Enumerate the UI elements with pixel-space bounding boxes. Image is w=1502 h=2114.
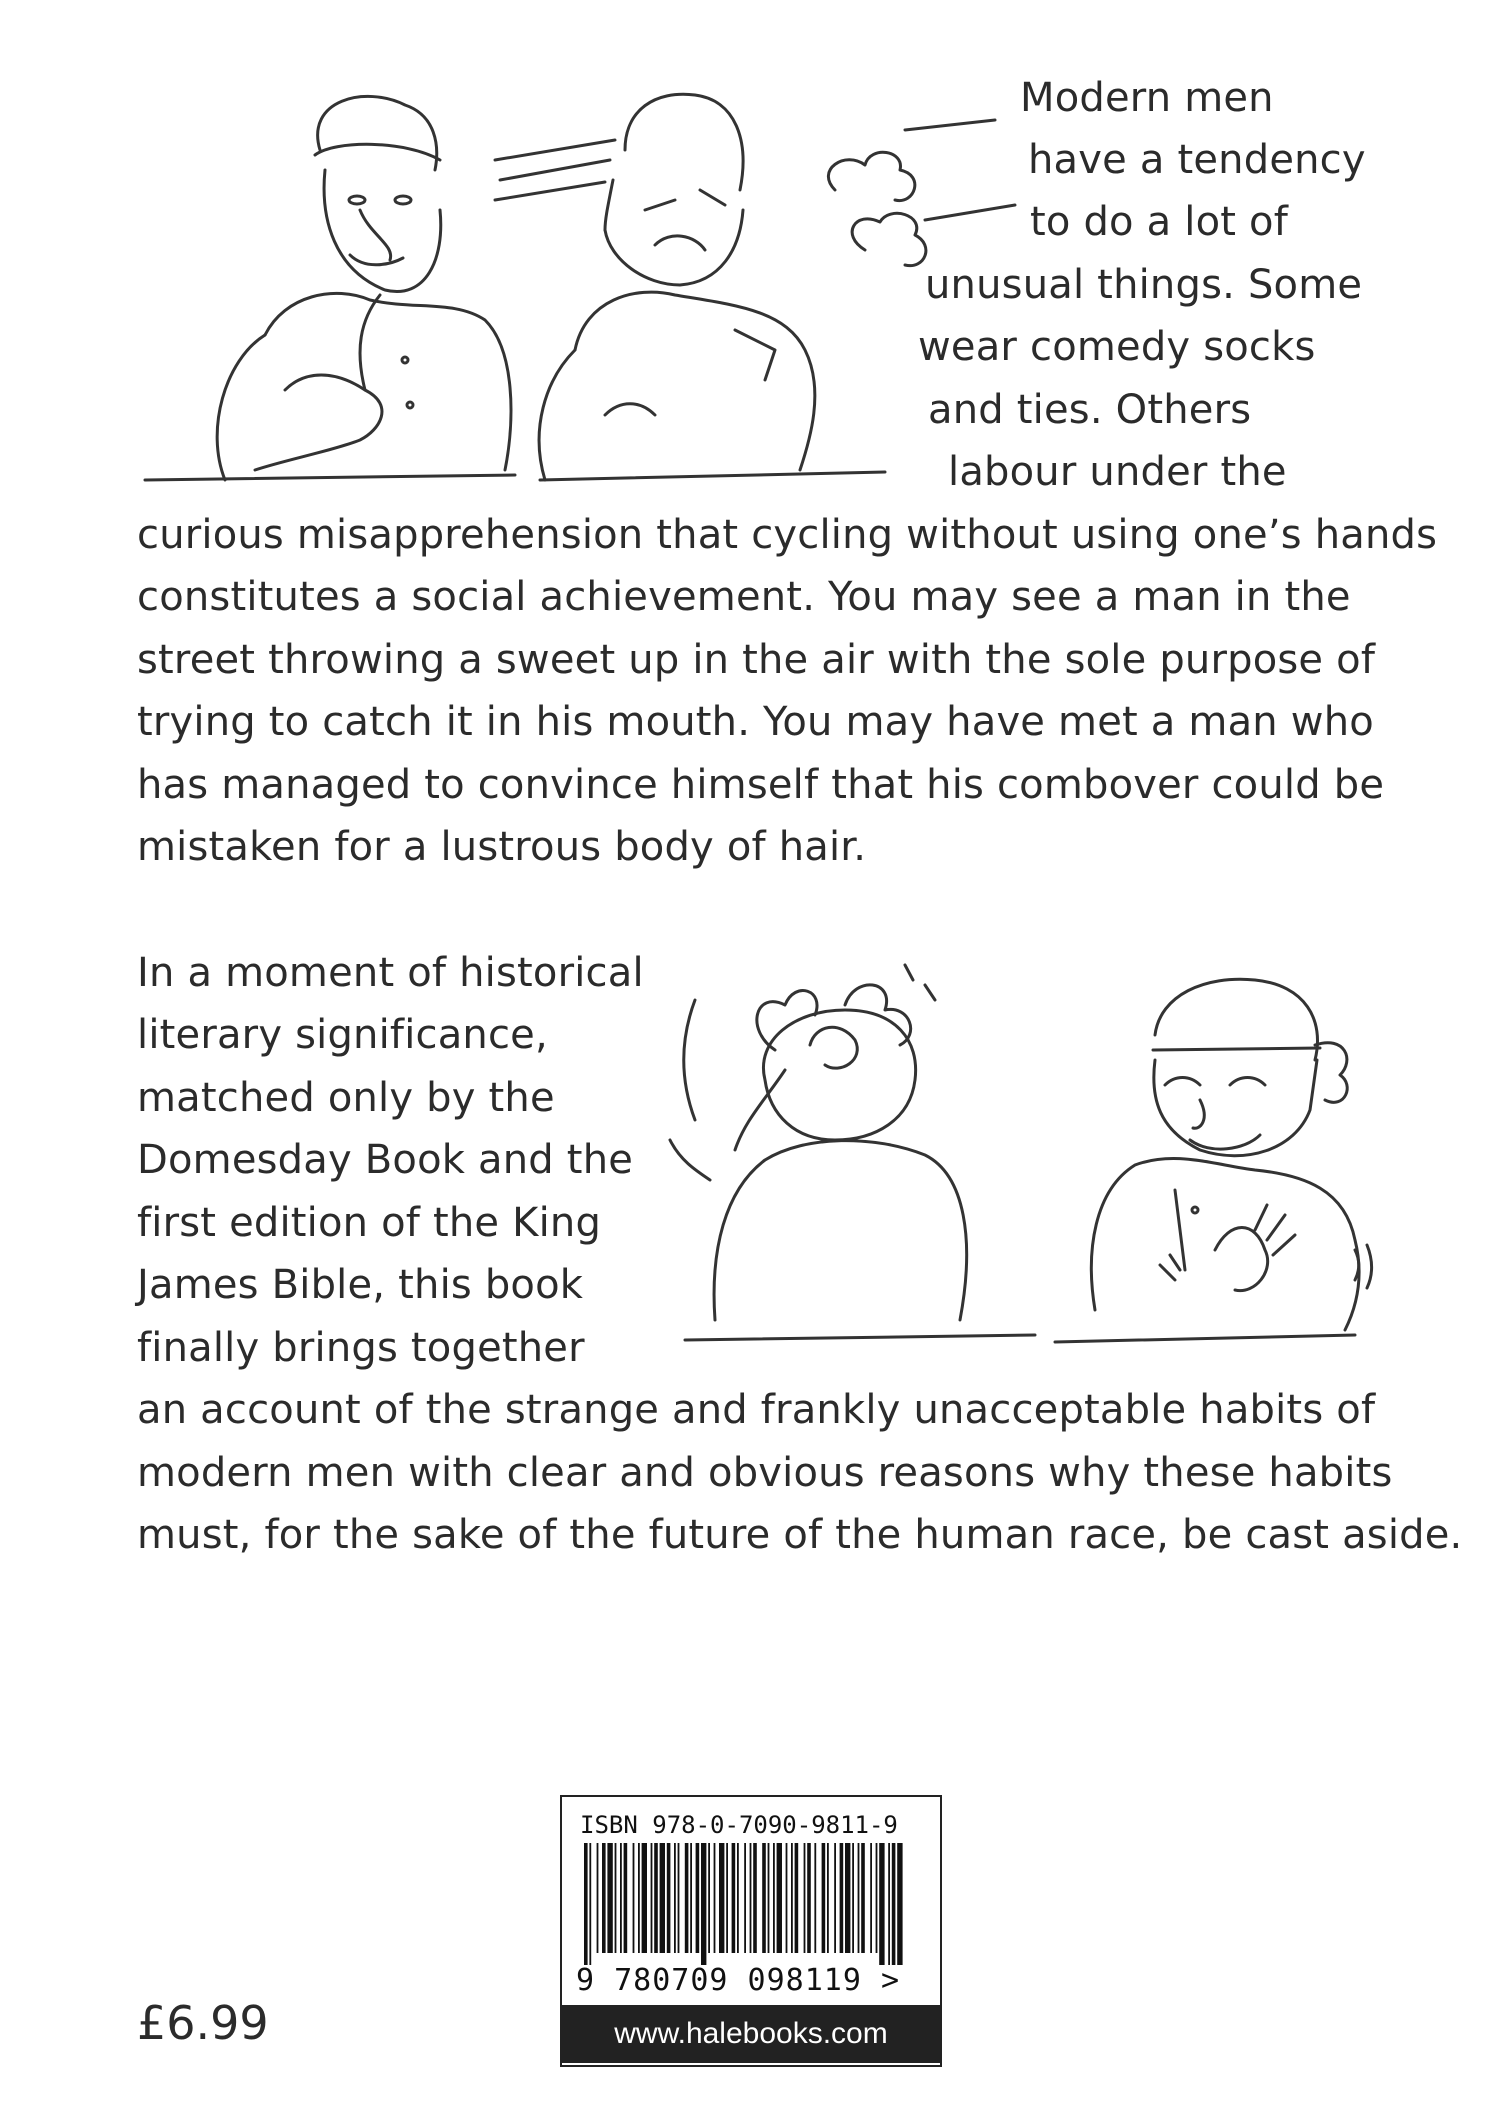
barcode-bar: [685, 1843, 689, 1953]
price: £6.99: [137, 1996, 269, 2050]
barcode-bar: [897, 1843, 902, 1965]
text-line: mistaken for a lustrous body of hair.: [137, 824, 867, 870]
text-line: an account of the strange and frankly unacceptable habits of: [137, 1387, 1376, 1433]
barcode-bar: [773, 1843, 775, 1953]
barcode-bar: [607, 1843, 612, 1953]
text-line: Domesday Book and the: [137, 1137, 634, 1183]
text-line: to do a lot of: [1030, 199, 1289, 245]
text-line: have a tendency: [1028, 137, 1366, 183]
barcode-bar: [822, 1843, 826, 1953]
barcode-bar: [795, 1843, 799, 1953]
barcode-bar: [633, 1843, 635, 1953]
barcode-bar: [660, 1843, 665, 1953]
barcode-box: [560, 1795, 942, 2067]
barcode-bar: [597, 1843, 599, 1953]
barcode-bar: [777, 1843, 782, 1953]
text-line: Modern men: [1020, 75, 1274, 121]
publisher-website: www.halebooks.com: [562, 2005, 940, 2063]
barcode-bar: [651, 1843, 653, 1953]
barcode-bar: [624, 1843, 628, 1953]
barcode-bar: [589, 1843, 591, 1965]
text-line: and ties. Others: [928, 387, 1252, 433]
barcode-bar: [753, 1843, 757, 1953]
barcode-bar: [615, 1843, 617, 1953]
text-line: wear comedy socks: [918, 324, 1316, 370]
text-line: street throwing a sweet up in the air with the sole purpose of: [137, 637, 1376, 683]
text-line: modern men with clear and obvious reasons why these habits: [137, 1450, 1393, 1496]
text-line: James Bible, this book: [137, 1262, 584, 1308]
text-line: finally brings together: [137, 1325, 585, 1371]
barcode-bar: [834, 1843, 836, 1953]
barcode-bar: [807, 1843, 811, 1953]
barcode-bar: [584, 1843, 588, 1965]
barcode-bar: [814, 1843, 816, 1953]
text-line: has managed to convince himself that his combover could be: [137, 762, 1385, 808]
text-line: curious misapprehension that cycling without using one’s hands: [137, 512, 1438, 558]
barcode-bar: [719, 1843, 724, 1953]
text-line: must, for the sake of the future of the human race, be cast aside.: [137, 1512, 1463, 1558]
barcode-bar: [827, 1843, 829, 1953]
barcode-bar: [620, 1843, 622, 1953]
barcode-bar: [750, 1843, 752, 1953]
isbn-label: ISBN 978-0-7090-9811-9: [580, 1811, 898, 1839]
barcode-bar: [737, 1843, 739, 1953]
text-line: literary significance,: [137, 1012, 548, 1058]
barcode-bar: [791, 1843, 793, 1953]
barcode-bar: [674, 1843, 676, 1953]
barcode-bar: [654, 1843, 658, 1953]
illustration-headband-men: [655, 950, 1375, 1360]
barcode-bar: [678, 1843, 680, 1953]
illustration-two-men-bar: [135, 60, 925, 490]
barcode-bar: [732, 1843, 736, 1953]
barcode-bar: [840, 1843, 844, 1953]
barcode-bar: [762, 1843, 766, 1953]
barcode-bar: [888, 1843, 890, 1965]
text-line: unusual things. Some: [925, 262, 1363, 308]
barcode-bar: [696, 1843, 700, 1953]
barcode-bars: [578, 1843, 928, 1965]
barcode-bar: [804, 1843, 806, 1953]
barcode-bar: [870, 1843, 872, 1953]
text-line: constitutes a social achievement. You may see a man in the: [137, 574, 1351, 620]
barcode-bar: [845, 1843, 850, 1953]
barcode-digits: 9 780709 098119 >: [576, 1963, 901, 1998]
barcode-bar: [858, 1843, 860, 1953]
barcode-bar: [892, 1843, 896, 1965]
barcode-bar: [714, 1843, 716, 1953]
barcode-bar: [861, 1843, 865, 1953]
barcode-bar: [602, 1843, 606, 1953]
barcode-bar: [786, 1843, 788, 1953]
barcode-bar: [879, 1843, 884, 1965]
barcode-bar: [852, 1843, 854, 1953]
barcode-bar: [667, 1843, 671, 1953]
barcode-bar: [638, 1843, 640, 1953]
barcode-bar: [744, 1843, 746, 1953]
text-line: labour under the: [948, 449, 1287, 495]
barcode-bar: [768, 1843, 770, 1953]
text-line: first edition of the King: [137, 1200, 602, 1246]
barcode-bar: [876, 1843, 878, 1953]
barcode-bar: [701, 1843, 706, 1965]
text-line: matched only by the: [137, 1075, 555, 1121]
barcode-bar: [690, 1843, 692, 1953]
barcode-bar: [642, 1843, 647, 1953]
text-line: trying to catch it in his mouth. You may have met a man who: [137, 699, 1374, 745]
barcode-bar: [708, 1843, 710, 1953]
barcode-bar: [726, 1843, 728, 1953]
text-line: In a moment of historical: [137, 950, 644, 996]
